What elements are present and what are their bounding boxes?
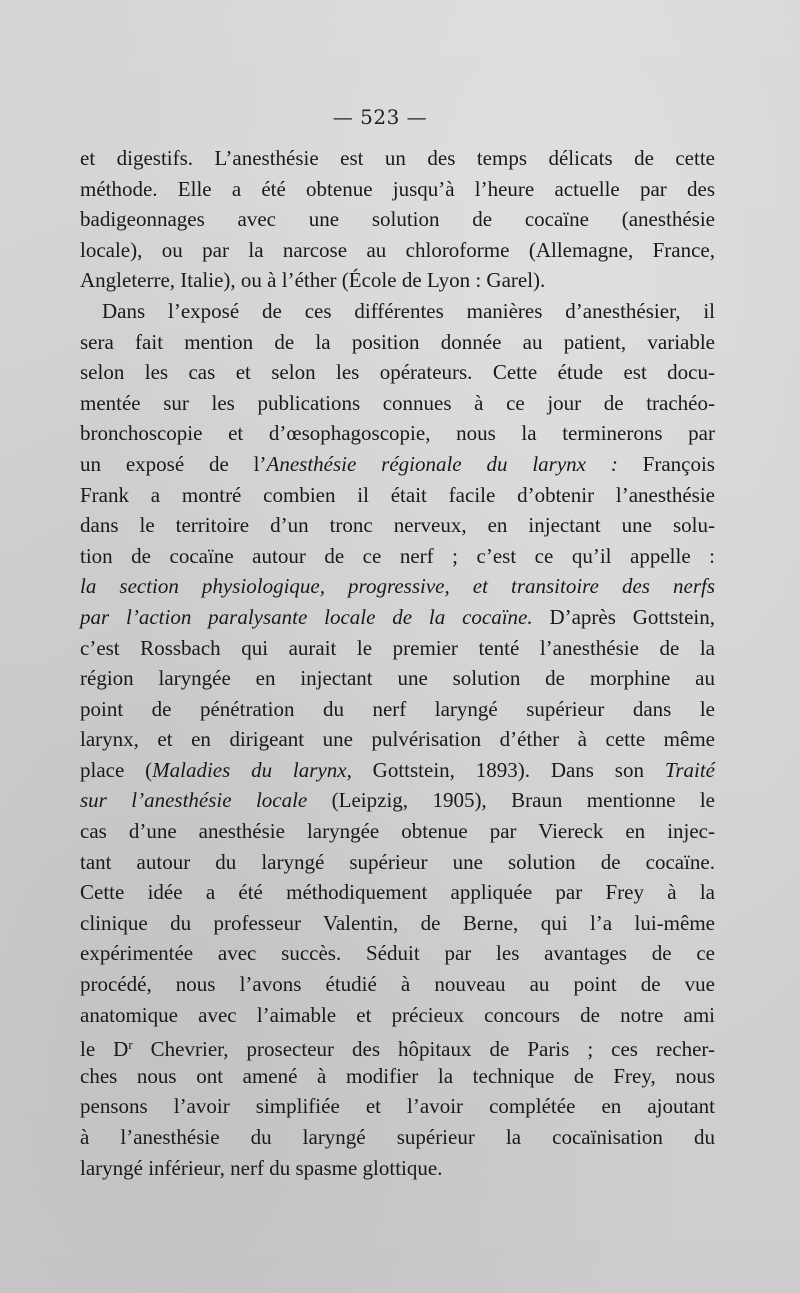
- text-line: procédé, nous l’avons étudié à nouveau au point de vue: [80, 972, 715, 997]
- text-line: cas d’une anesthésie laryngée obtenue par Viereck en injec-: [80, 819, 715, 844]
- text-line: [80, 755, 715, 786]
- text-line: et digestifs. L’anesthésie est un des temps délicats de cette: [80, 146, 715, 170]
- text-line: [80, 785, 715, 816]
- text-line: c’est Rossbach qui aurait le premier tenté l’anesthésie de la: [80, 635, 715, 660]
- text-line: tion de cocaïne autour de ce nerf ; c’est ce qu’il appelle :: [80, 543, 715, 568]
- text-segment: un exposé de l’: [80, 451, 267, 476]
- italic-segment: Traité: [664, 757, 715, 782]
- text-line: ches nous ont amené à modifier la technique de Frey, nous: [80, 1063, 715, 1088]
- text-segment: François: [617, 451, 715, 476]
- text-line: Cette idée a été méthodiquement appliquée par Frey à la: [80, 880, 715, 905]
- text-line: expérimentée avec succès. Séduit par les avantages de ce: [80, 941, 715, 966]
- body-text: [80, 143, 715, 1183]
- text-line: méthode. Elle a été obtenue jusqu’à l’heure actuelle par des: [80, 176, 715, 201]
- text-line: larynx, et en dirigeant une pulvérisation d’éther à cette même: [80, 727, 715, 752]
- superscript: r: [128, 1037, 133, 1053]
- text-line: badigeonnages avec une solution de cocaïne (anesthésie: [80, 207, 715, 232]
- text-line: [80, 602, 715, 633]
- text-segment: place (: [80, 757, 153, 782]
- italic-segment: sur l’anesthésie locale: [80, 788, 308, 813]
- text-line: clinique du professeur Valentin, de Berne, qui l’a lui-même: [80, 910, 715, 935]
- text-line: pensons l’avoir simplifiée et l’avoir complétée en ajoutant: [80, 1094, 715, 1119]
- text-line: [80, 1030, 715, 1061]
- text-line: point de pénétration du nerf laryngé supérieur dans le: [80, 696, 715, 721]
- text-line: laryngé inférieur, nerf du spasme glottique.: [80, 1155, 443, 1180]
- italic-segment: Maladies du larynx,: [152, 757, 352, 782]
- text-line: dans le territoire d’un tronc nerveux, en injectant une solu-: [80, 513, 715, 538]
- text-line: [80, 449, 715, 480]
- text-line: région laryngée en injectant une solution de morphine au: [80, 666, 715, 691]
- text-segment: Chevrier, prosecteur des hôpitaux de Paris ; ces recher-: [132, 1037, 715, 1062]
- italic-segment: Anesthésie régionale du larynx :: [266, 451, 618, 476]
- text-segment: (Leipzig, 1905), Braun mentionne le: [307, 788, 715, 813]
- text-line: sera fait mention de la position donnée au patient, variable: [80, 329, 715, 354]
- text-segment: le D: [80, 1037, 129, 1062]
- text-line: anatomique avec l’aimable et précieux concours de notre ami: [80, 1002, 715, 1027]
- text-line: Dans l’exposé de ces différentes manières d’anesthésier, il: [102, 298, 715, 323]
- text-segment: D’après Gottstein,: [532, 604, 715, 629]
- text-line: mentée sur les publications connues à ce jour de trachéo-: [80, 390, 715, 415]
- text-line: la section physiologique, progressive, et transitoire des nerfs: [80, 574, 715, 599]
- text-line: tant autour du laryngé supérieur une solution de cocaïne.: [80, 849, 715, 874]
- text-line: selon les cas et selon les opérateurs. Cette étude est docu-: [80, 360, 715, 385]
- text-line: Angleterre, Italie), ou à l’éther (École de Lyon : Garel).: [80, 268, 546, 293]
- page-number: — 523 —: [332, 105, 428, 129]
- text-line: Frank a montré combien il était facile d’obtenir l’anesthésie: [80, 482, 715, 507]
- text-line: bronchoscopie et d’œsophagoscopie, nous la terminerons par: [80, 421, 715, 446]
- text-line: à l’anesthésie du laryngé supérieur la cocaïnisation du: [80, 1125, 715, 1149]
- italic-segment: par l’action paralysante locale de la cocaïne.: [80, 604, 533, 629]
- text-segment: Gottstein, 1893). Dans son: [351, 757, 665, 782]
- text-line: locale), ou par la narcose au chloroforme (Allemagne, France,: [80, 237, 715, 262]
